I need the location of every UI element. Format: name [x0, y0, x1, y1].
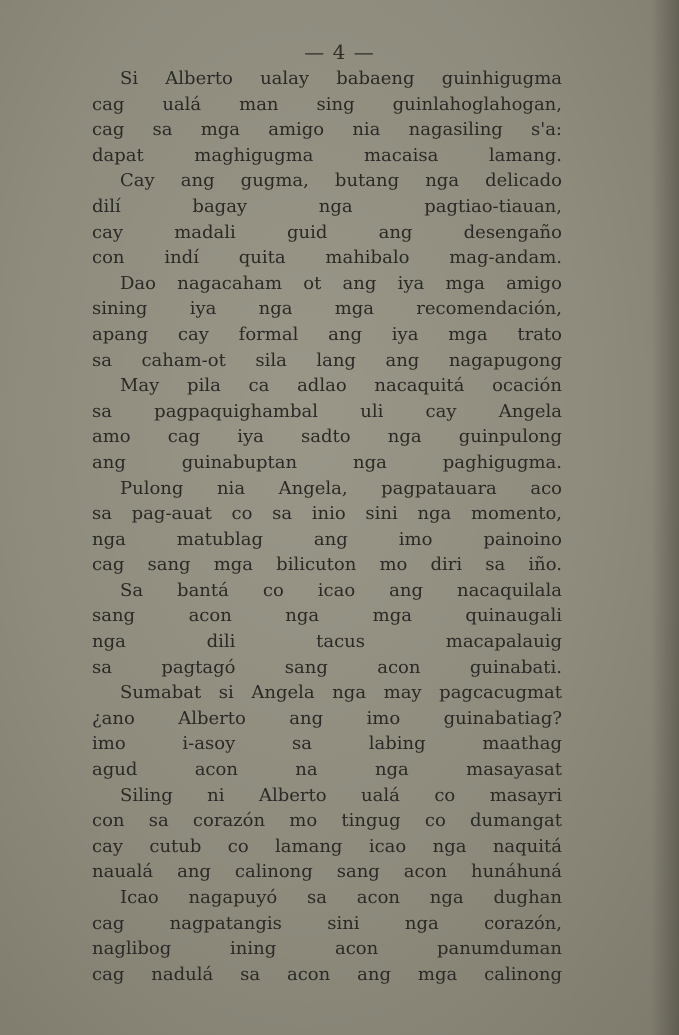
poem-line: cay madali guid ang desengaño — [92, 221, 562, 243]
poem-line: sa caham-ot sila lang ang nagapugong — [92, 349, 562, 371]
poem-line: naualá ang calinong sang acon hunáhuná — [92, 861, 562, 883]
poem-line: Siling ni Alberto ualá co masayri — [120, 784, 562, 806]
poem-line: cag sang mga bilicuton mo diri sa iño. — [92, 554, 562, 576]
poem-line: apang cay formal ang iya mga trato — [92, 323, 562, 345]
poem-line: cay cutub co lamang icao nga naquitá — [92, 835, 562, 857]
poem-line: cag nadulá sa acon ang mga calinong — [92, 963, 562, 985]
poem-line: sining iya nga mga recomendación, — [92, 298, 562, 320]
poem-line: May pila ca adlao nacaquitá ocación — [120, 375, 562, 397]
poem-line: Sa bantá co icao ang nacaquilala — [120, 579, 562, 601]
poem-line: cag ualá man sing guinlahoglahogan, — [92, 93, 562, 115]
poem-line: naglibog ining acon panumduman — [92, 938, 562, 960]
poem-line: nga matublag ang imo painoino — [92, 528, 562, 550]
poem-line: Pulong nia Angela, pagpatauara aco — [120, 477, 562, 499]
poem-line: Icao nagapuyó sa acon nga dughan — [120, 887, 562, 908]
poem-line: agud acon na nga masayasat — [92, 759, 562, 781]
poem-line: amo cag iya sadto nga guinpulong — [92, 426, 562, 448]
poem-line: Si Alberto ualay babaeng guinhigugma — [120, 68, 562, 89]
poem-line: cag sa mga amigo nia nagasiling s'a: — [92, 119, 562, 141]
poem-line: imo i-asoy sa labing maathag — [92, 733, 562, 755]
poem-line: con sa corazón mo tingug co dumangat — [92, 810, 562, 832]
poem-line: dapat maghigugma macaisa lamang. — [92, 144, 562, 166]
page-number: — 4 — — [304, 40, 375, 64]
poem-line: nga dili tacus macapalauig — [92, 631, 562, 653]
poem-line: sang acon nga mga quinaugali — [92, 605, 562, 627]
page-edge-shadow — [651, 0, 679, 1035]
poem-line: ¿ano Alberto ang imo guinabatiag? — [92, 707, 562, 729]
poem-line: sa pag-auat co sa inio sini nga momento, — [92, 503, 562, 525]
poem-line: sa pagtagó sang acon guinabati. — [92, 656, 562, 678]
poem-line: sa pagpaquighambal uli cay Angela — [92, 400, 562, 422]
poem-line: Sumabat si Angela nga may pagcacugmat — [120, 682, 562, 704]
poem-line: Dao nagacaham ot ang iya mga amigo — [120, 272, 562, 294]
poem-line: dilí bagay nga pagtiao-tiauan, — [92, 195, 562, 217]
poem-line: cag nagpatangis sini nga corazón, — [92, 912, 562, 934]
poem-line: Cay ang gugma, butang nga delicado — [120, 170, 562, 192]
poem-line: con indí quita mahibalo mag-andam. — [92, 247, 562, 269]
poem-text — [92, 66, 562, 987]
poem-line: ang guinabuptan nga paghigugma. — [92, 451, 562, 473]
